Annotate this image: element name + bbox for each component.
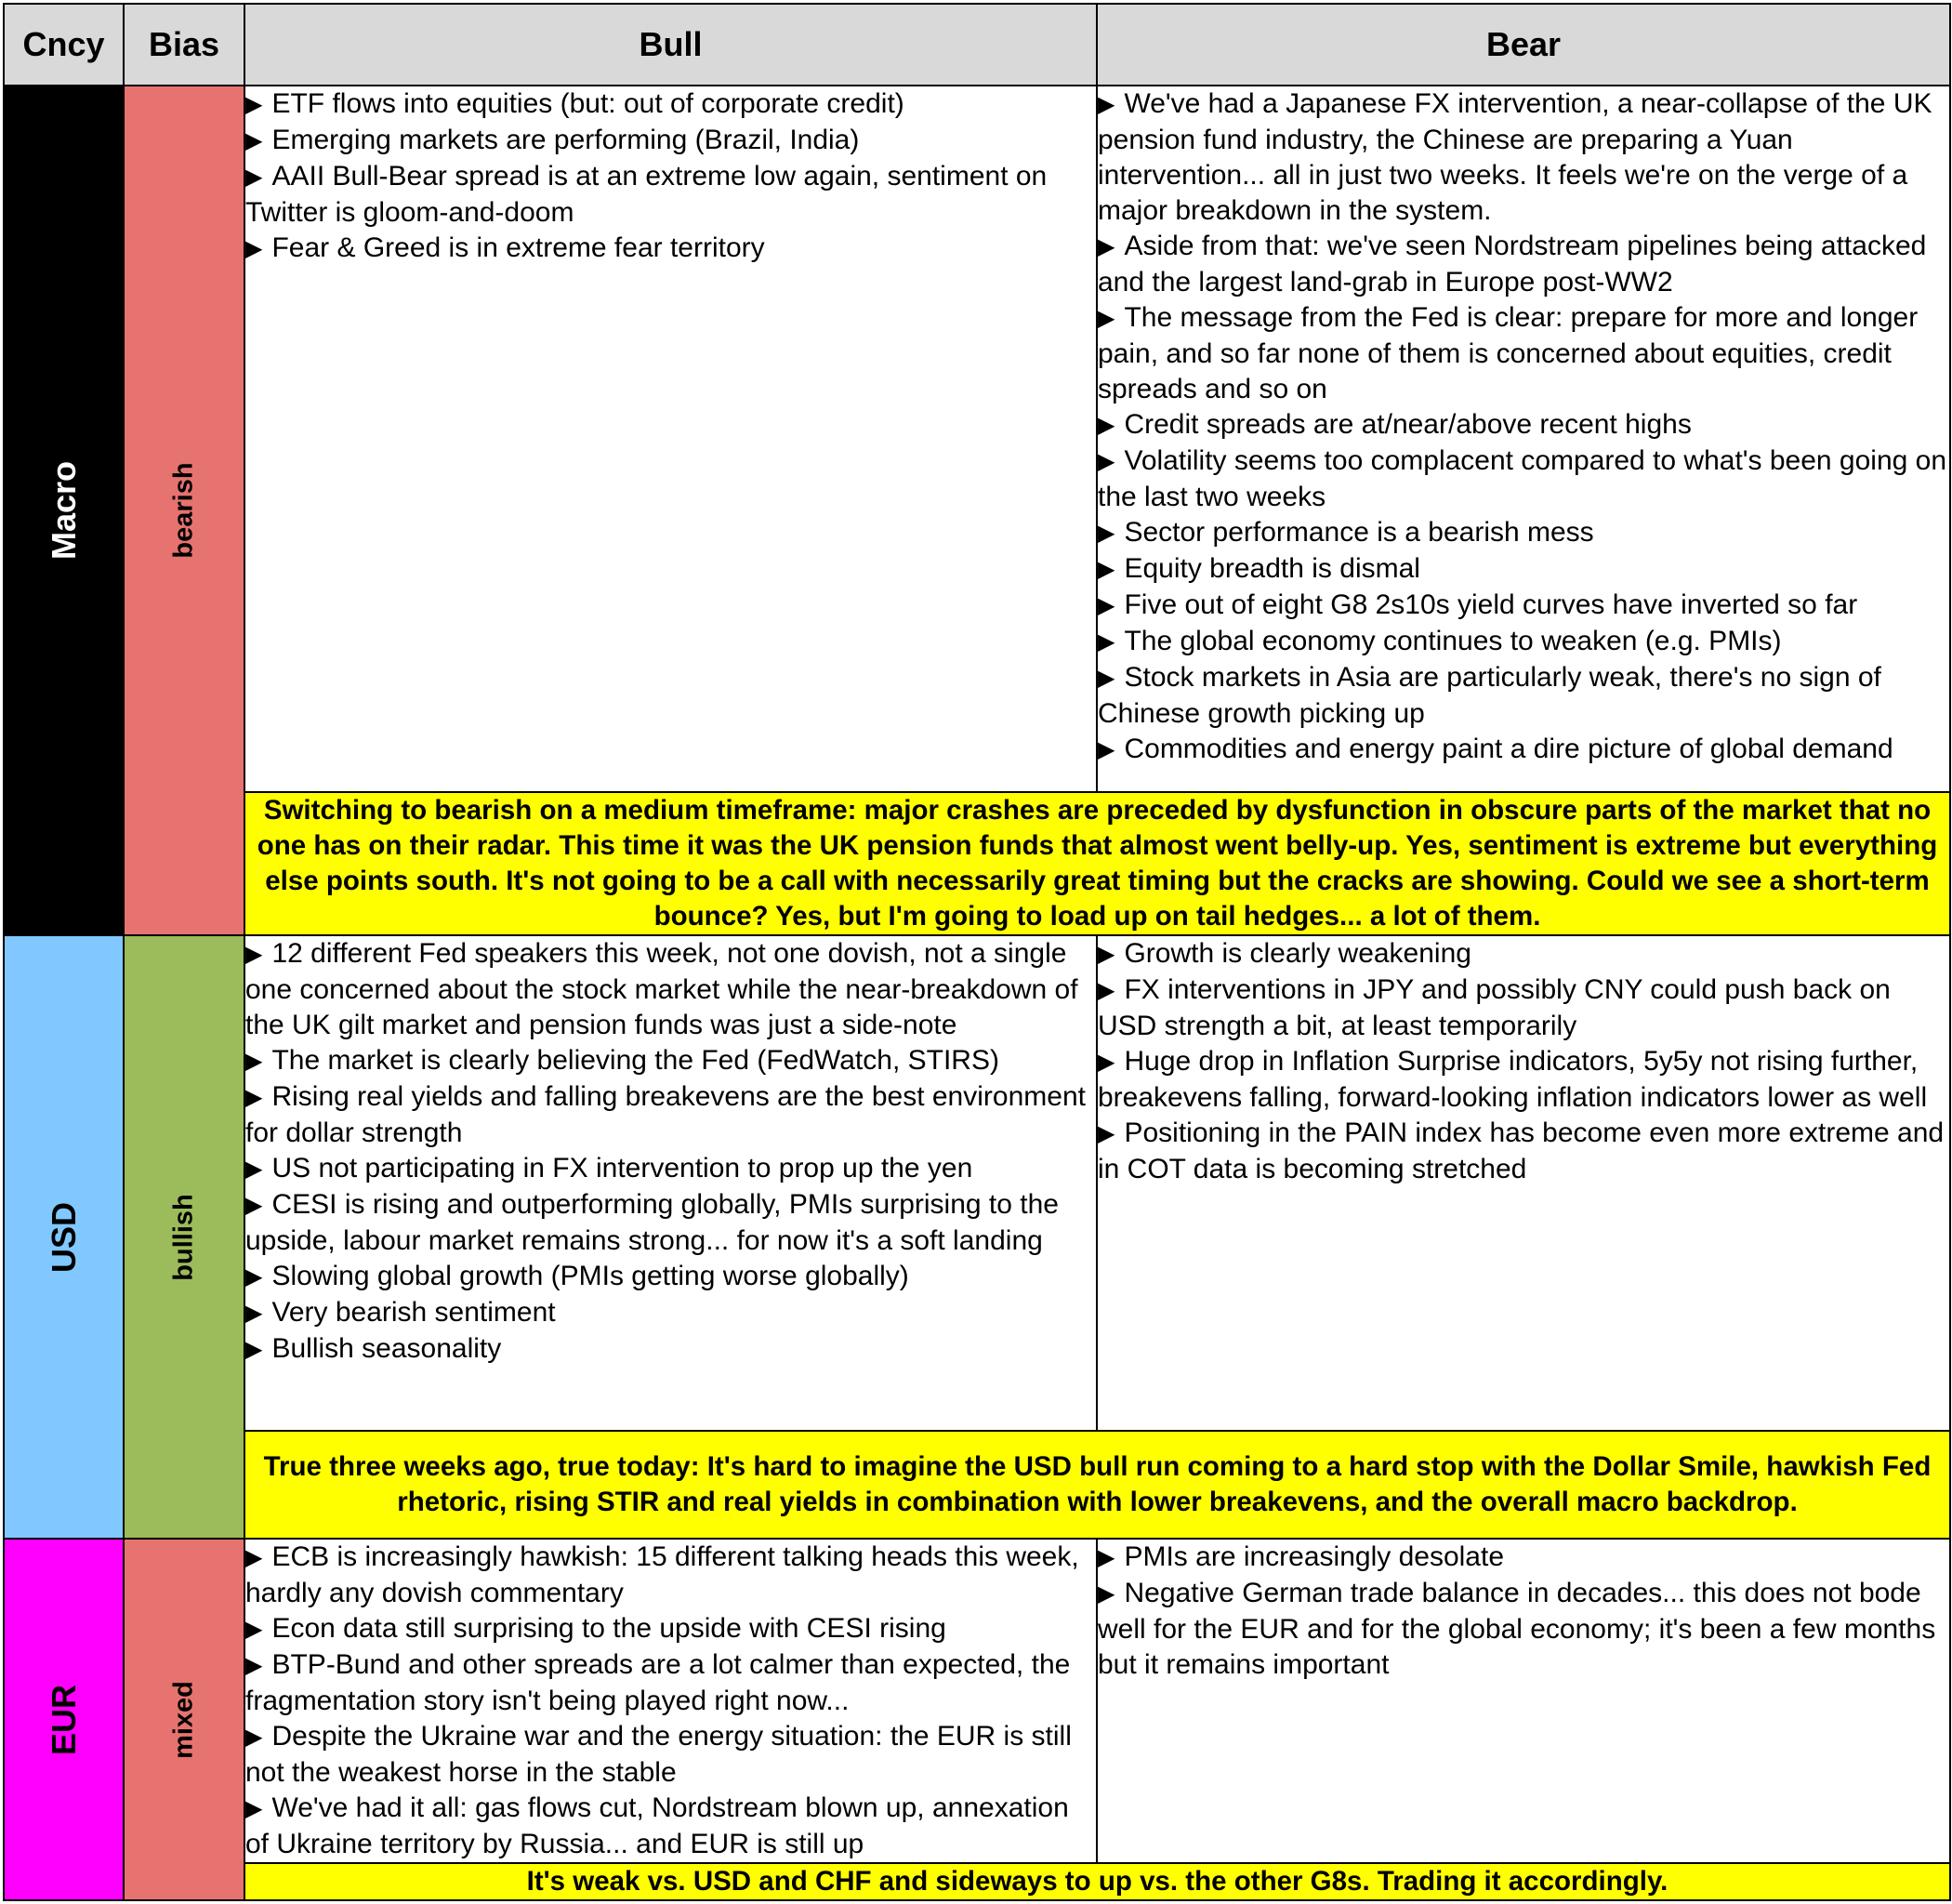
bullet-point xyxy=(245,159,1096,231)
bullet-text: CESI is rising and outperforming globally, PMIs surprising to the upside, labour market remains strong... for now it's a soft landing xyxy=(245,1189,1059,1256)
bullet-text: We've had a Japanese FX intervention, a near-collapse of the UK pension fund industry, the Chinese are preparing a Yuan intervention... all in just two weeks. It feels we're on the verge of a major breakdown in the system. xyxy=(1098,88,1932,226)
triangle-bullet-icon: ▶ xyxy=(1098,593,1115,618)
bullet-point xyxy=(245,1647,1096,1719)
triangle-bullet-icon: ▶ xyxy=(1098,234,1115,259)
currency-label: Macro xyxy=(44,460,83,561)
bullet-text: Commodities and energy paint a dire picture of global demand xyxy=(1124,734,1893,764)
bullet-point xyxy=(1098,551,1949,588)
bullet-text: Fear & Greed is in extreme fear territory xyxy=(271,232,765,263)
eur-points-row xyxy=(4,1539,1950,1863)
bullet-text: The global economy continues to weaken (e.g. PMIs) xyxy=(1124,626,1782,656)
triangle-bullet-icon: ▶ xyxy=(245,1264,263,1289)
bullet-point xyxy=(245,1259,1096,1295)
triangle-bullet-icon: ▶ xyxy=(1098,737,1115,762)
bullet-text: 12 different Fed speakers this week, not one dovish, not a single one concerned about the stock market while the near-breakdown of the UK gilt market and pension funds was just a side-note xyxy=(245,938,1078,1040)
bullet-text: Sector performance is a bearish mess xyxy=(1124,517,1594,548)
bias-label: mixed xyxy=(168,1680,199,1759)
triangle-bullet-icon: ▶ xyxy=(245,1157,263,1182)
macro-bull-cell xyxy=(244,86,1097,792)
eur-bias-cell xyxy=(124,1539,244,1900)
usd-conclusion: True three weeks ago, true today: It's hard to imagine the USD bull run coming to a hard stop with the Dollar Smile, hawkish Fed rhetoric, rising STIR and real yields in combination with lower breakevens, and the overall macro backdrop. xyxy=(244,1431,1950,1539)
bullet-point xyxy=(1098,588,1949,624)
bullet-point xyxy=(1098,1540,1949,1576)
triangle-bullet-icon: ▶ xyxy=(1098,1121,1115,1146)
bullet-text: Negative German trade balance in decades... this does not bode well for the EUR and for the global economy; it's been a few months but it remains important xyxy=(1098,1578,1936,1680)
bullet-text: Aside from that: we've seen Nordstream pipelines being attacked and the largest land-grab in Europe post-WW2 xyxy=(1098,231,1927,298)
bullet-text: Five out of eight G8 2s10s yield curves have inverted so far xyxy=(1124,589,1858,620)
bullet-text: US not participating in FX intervention to prop up the yen xyxy=(271,1153,973,1183)
header-row xyxy=(4,4,1950,86)
eur-conclusion-row xyxy=(4,1863,1950,1900)
usd-conclusion-row xyxy=(4,1431,1950,1539)
bullet-point xyxy=(245,1540,1096,1611)
triangle-bullet-icon: ▶ xyxy=(1098,666,1115,691)
bullet-text: Equity breadth is dismal xyxy=(1124,553,1420,584)
bullet-point xyxy=(245,1295,1096,1331)
header-cncy: Cncy xyxy=(4,4,124,86)
triangle-bullet-icon: ▶ xyxy=(1098,521,1115,546)
bullet-text: Slowing global growth (PMIs getting worse globally) xyxy=(271,1261,909,1291)
macro-conclusion: Switching to bearish on a medium timeframe: major crashes are preceded by dysfunction in obscure parts of the market that no one has on their radar. This time it was the UK pension funds that almost went belly-up. Yes, sentiment is extreme but everything else points south. It's not going to be a call with necessarily great timing but the cracks are showing. Could we see a short-term bounce? Yes, but I'm going to load up on tail hedges... a lot of them. xyxy=(244,792,1950,935)
bullet-text: Positioning in the PAIN index has become even more extreme and in COT data is becoming stretched xyxy=(1098,1117,1945,1184)
bullet-point xyxy=(245,1331,1096,1368)
triangle-bullet-icon: ▶ xyxy=(1098,1581,1115,1606)
bullet-point xyxy=(1098,515,1949,551)
triangle-bullet-icon: ▶ xyxy=(1098,978,1115,1003)
bullet-text: Emerging markets are performing (Brazil, India) xyxy=(271,125,860,155)
triangle-bullet-icon: ▶ xyxy=(245,1725,263,1750)
currency-label: USD xyxy=(44,1201,83,1273)
macro-bear-cell xyxy=(1097,86,1950,792)
bullet-point xyxy=(1098,443,1949,515)
bullet-text: The message from the Fed is clear: prepare for more and longer pain, and so far none of them is concerned about equities, credit spreads and so on xyxy=(1098,302,1919,404)
triangle-bullet-icon: ▶ xyxy=(245,236,263,261)
currency-label: EUR xyxy=(44,1684,83,1755)
triangle-bullet-icon: ▶ xyxy=(1098,413,1115,438)
triangle-bullet-icon: ▶ xyxy=(245,128,263,153)
triangle-bullet-icon: ▶ xyxy=(245,1301,263,1326)
bullet-text: We've had it all: gas flows cut, Nordstream blown up, annexation of Ukraine territory by Russia... and EUR is still up xyxy=(245,1792,1069,1859)
triangle-bullet-icon: ▶ xyxy=(245,1193,263,1218)
bullet-point xyxy=(1098,624,1949,660)
bullet-text: Despite the Ukraine war and the energy situation: the EUR is still not the weakest horse in the stable xyxy=(245,1721,1072,1788)
bullet-text: Stock markets in Asia are particularly weak, there's no sign of Chinese growth picking up xyxy=(1098,662,1881,729)
bullet-text: Credit spreads are at/near/above recent highs xyxy=(1124,409,1692,440)
macro-bias-cell xyxy=(124,86,244,935)
eur-bull-cell xyxy=(244,1539,1097,1863)
bullet-point xyxy=(1098,229,1949,300)
header-bias: Bias xyxy=(124,4,244,86)
bullet-point xyxy=(245,86,1096,123)
triangle-bullet-icon: ▶ xyxy=(245,1085,263,1110)
triangle-bullet-icon: ▶ xyxy=(1098,1050,1115,1075)
triangle-bullet-icon: ▶ xyxy=(245,1796,263,1821)
bullet-text: Growth is clearly weakening xyxy=(1124,938,1471,969)
triangle-bullet-icon: ▶ xyxy=(1098,557,1115,582)
bullet-text: Very bearish sentiment xyxy=(271,1297,556,1328)
usd-bull-cell xyxy=(244,935,1097,1431)
header-bear: Bear xyxy=(1097,4,1950,86)
bullet-point xyxy=(245,231,1096,267)
bullet-text: ETF flows into equities (but: out of corporate credit) xyxy=(271,88,904,119)
triangle-bullet-icon: ▶ xyxy=(245,1049,263,1074)
triangle-bullet-icon: ▶ xyxy=(245,92,263,117)
bullet-point xyxy=(1098,660,1949,732)
triangle-bullet-icon: ▶ xyxy=(245,1617,263,1642)
bullet-point xyxy=(245,936,1096,1043)
header-bull: Bull xyxy=(244,4,1097,86)
bullet-point xyxy=(1098,407,1949,443)
bullet-text: The market is clearly believing the Fed (FedWatch, STIRS) xyxy=(271,1045,999,1076)
triangle-bullet-icon: ▶ xyxy=(245,1653,263,1678)
bullet-point xyxy=(245,1791,1096,1862)
bullet-text: Bullish seasonality xyxy=(271,1333,502,1364)
bullet-text: AAII Bull-Bear spread is at an extreme low again, sentiment on Twitter is gloom-and-doom xyxy=(245,161,1048,228)
bullet-point xyxy=(245,1187,1096,1259)
bullet-point xyxy=(245,1719,1096,1791)
bullet-text: FX interventions in JPY and possibly CNY could push back on USD strength a bit, at least temporarily xyxy=(1098,974,1891,1041)
triangle-bullet-icon: ▶ xyxy=(245,1337,263,1362)
triangle-bullet-icon: ▶ xyxy=(1098,92,1115,117)
bullet-text: Rising real yields and falling breakevens are the best environment for dollar strength xyxy=(245,1081,1086,1148)
bullet-point xyxy=(245,1151,1096,1187)
bullet-text: ECB is increasingly hawkish: 15 different talking heads this week, hardly any dovish commentary xyxy=(245,1541,1079,1608)
macro-points-row xyxy=(4,86,1950,792)
triangle-bullet-icon: ▶ xyxy=(1098,306,1115,331)
bullet-point xyxy=(1098,300,1949,407)
bullet-point xyxy=(1098,936,1949,972)
bullet-point xyxy=(245,1043,1096,1079)
bias-label: bullish xyxy=(168,1193,199,1281)
bias-label: bearish xyxy=(168,462,199,559)
bullet-text: BTP-Bund and other spreads are a lot calmer than expected, the fragmentation story isn't being played right now... xyxy=(245,1649,1071,1716)
bullet-point xyxy=(1098,732,1949,768)
bullet-point xyxy=(245,123,1096,159)
bullet-point xyxy=(1098,972,1949,1044)
triangle-bullet-icon: ▶ xyxy=(245,165,263,190)
usd-bear-cell xyxy=(1097,935,1950,1431)
bullet-point xyxy=(245,1611,1096,1647)
macro-currency-cell xyxy=(4,86,124,935)
triangle-bullet-icon: ▶ xyxy=(1098,942,1115,967)
usd-points-row xyxy=(4,935,1950,1431)
eur-currency-cell xyxy=(4,1539,124,1900)
bullet-text: Huge drop in Inflation Surprise indicators, 5y5y not rising further, breakevens falling, forward-looking inflation indicators lower as well xyxy=(1098,1046,1928,1113)
bullet-point xyxy=(1098,1044,1949,1116)
bullet-point xyxy=(1098,1116,1949,1187)
triangle-bullet-icon: ▶ xyxy=(1098,1545,1115,1570)
usd-bias-cell xyxy=(124,935,244,1539)
triangle-bullet-icon: ▶ xyxy=(1098,449,1115,474)
analysis-table xyxy=(3,3,1951,1901)
triangle-bullet-icon: ▶ xyxy=(245,942,263,967)
triangle-bullet-icon: ▶ xyxy=(1098,629,1115,654)
triangle-bullet-icon: ▶ xyxy=(245,1545,263,1570)
bullet-point xyxy=(245,1079,1096,1151)
eur-bear-cell xyxy=(1097,1539,1950,1863)
bullet-point xyxy=(1098,1576,1949,1683)
bullet-text: PMIs are increasingly desolate xyxy=(1124,1541,1504,1572)
macro-conclusion-row xyxy=(4,792,1950,935)
bullet-text: Volatility seems too complacent compared to what's been going on the last two weeks xyxy=(1098,445,1947,512)
bullet-text: Econ data still surprising to the upside with CESI rising xyxy=(271,1613,946,1644)
bullet-point xyxy=(1098,86,1949,229)
usd-currency-cell xyxy=(4,935,124,1539)
eur-conclusion: It's weak vs. USD and CHF and sideways to up vs. the other G8s. Trading it accordingly. xyxy=(244,1863,1950,1900)
